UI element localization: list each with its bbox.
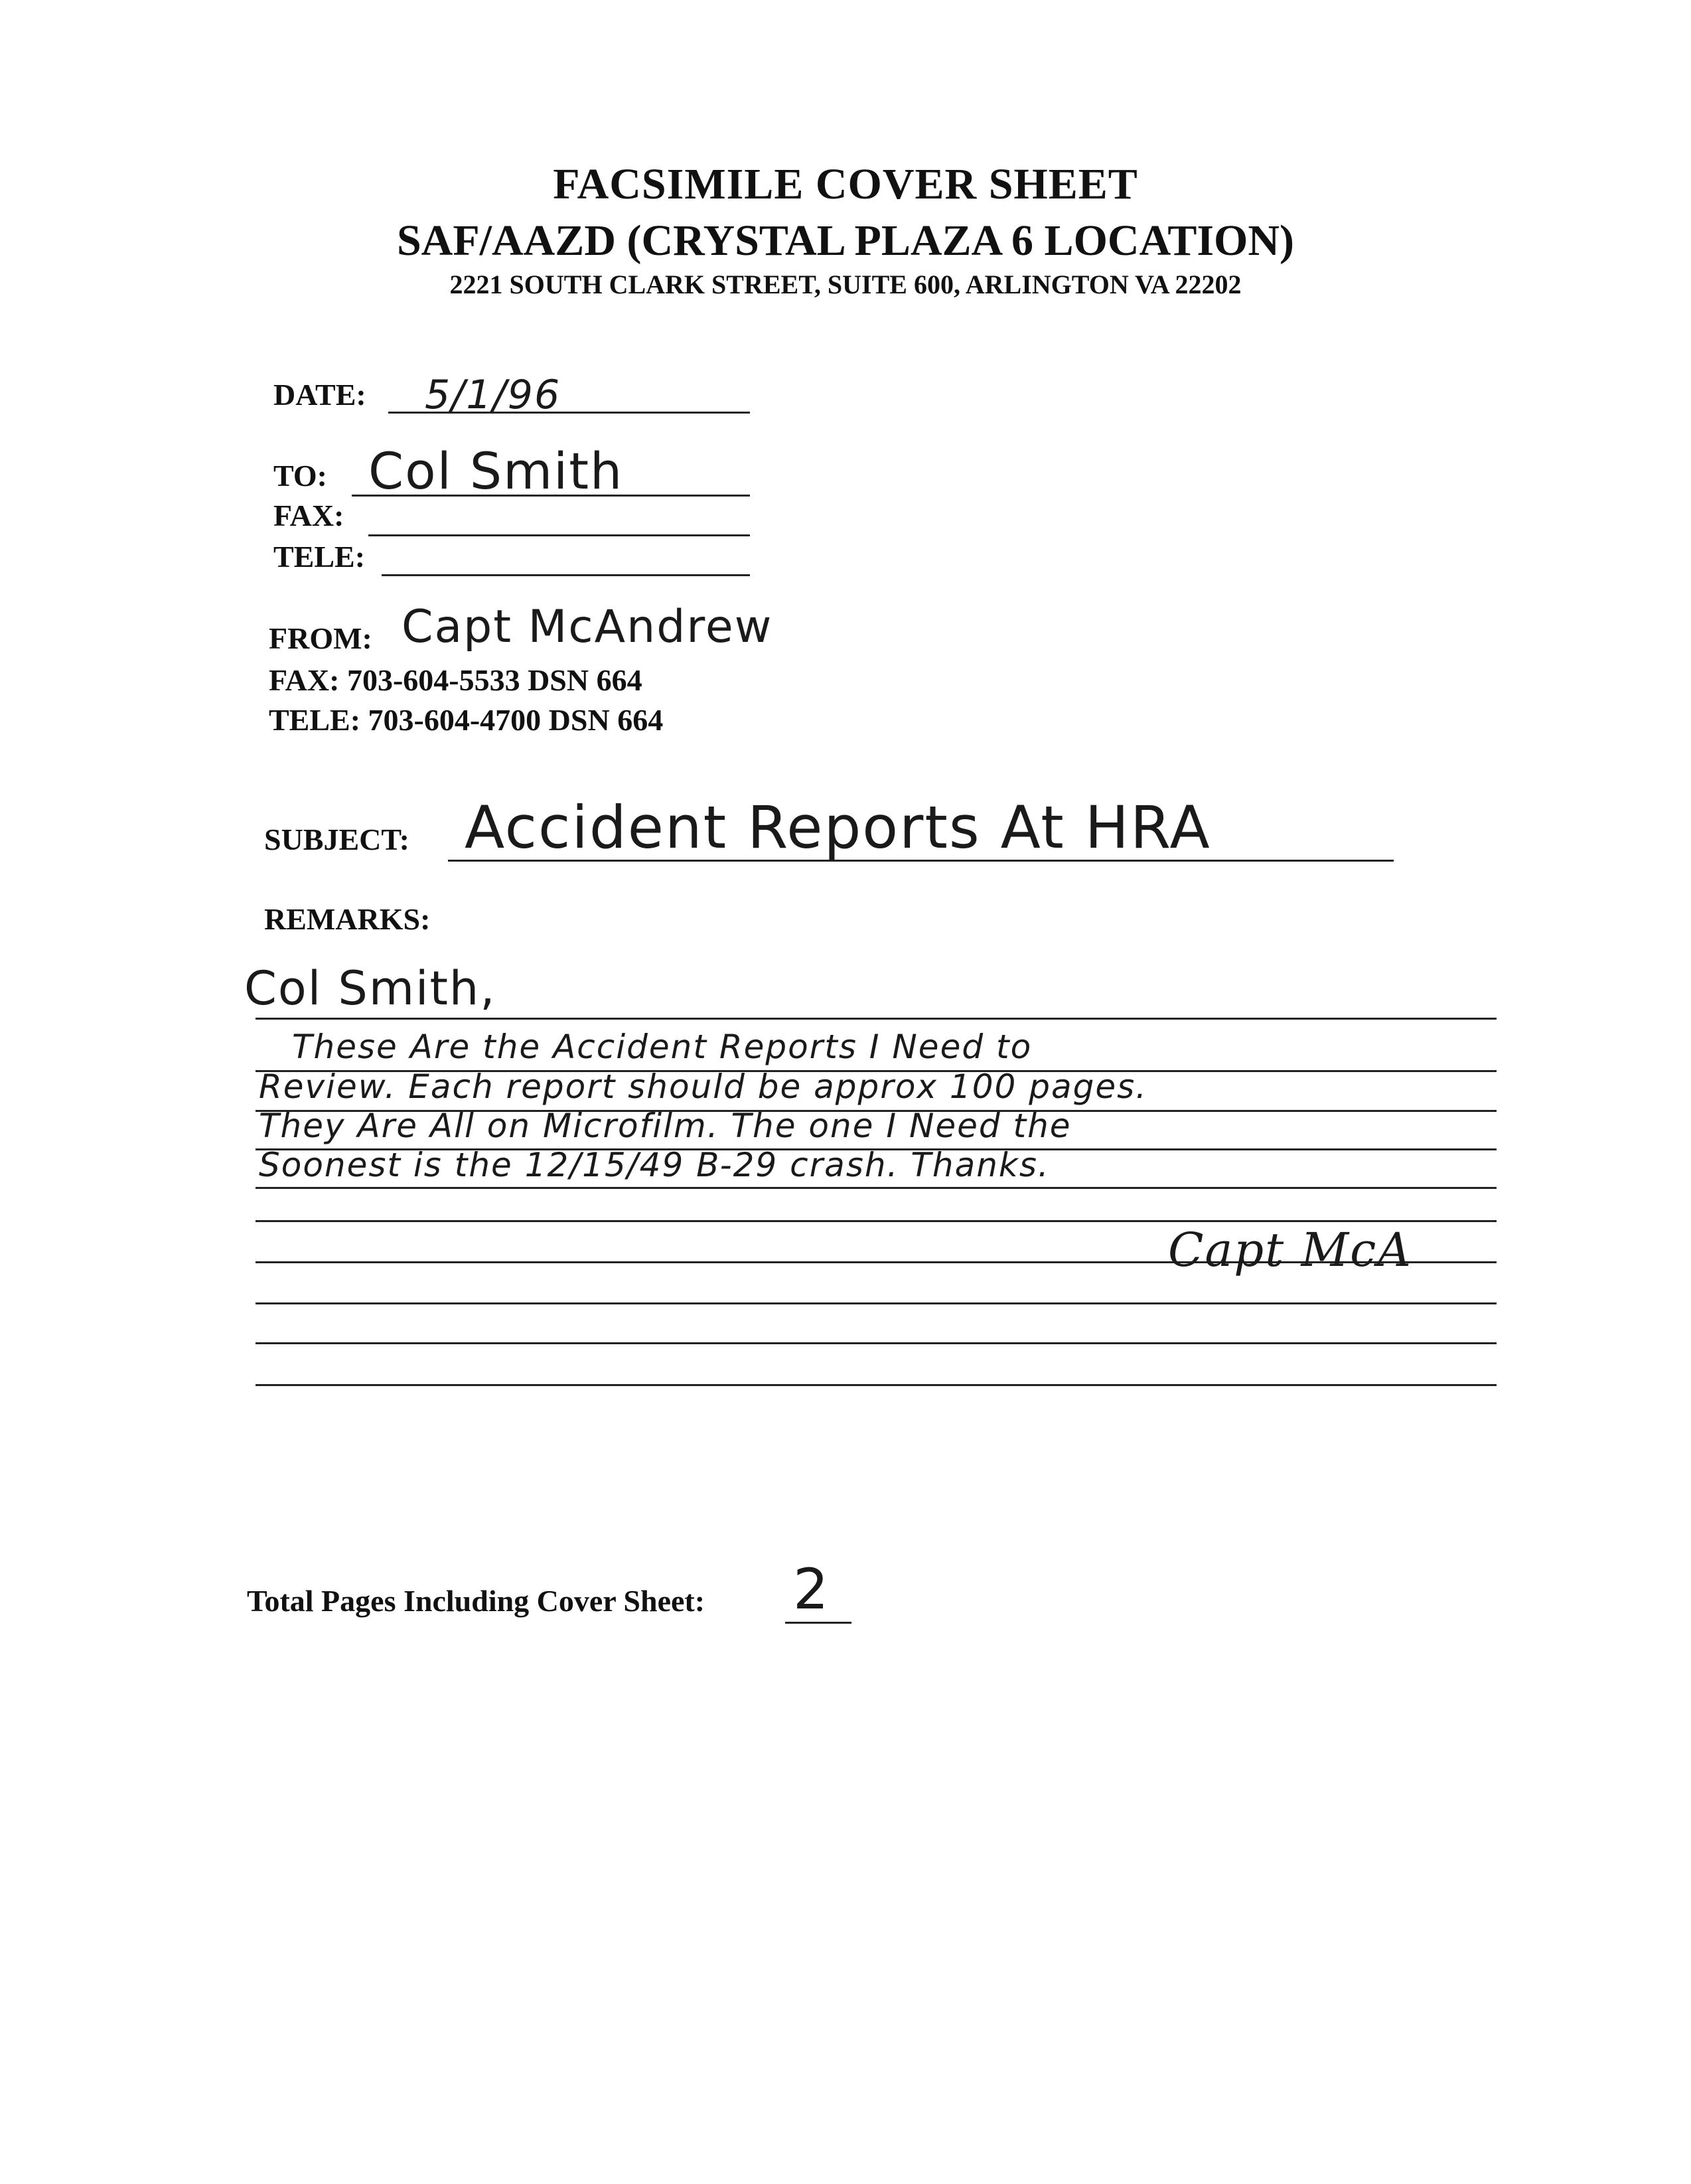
remarks-line-5 (256, 1187, 1497, 1189)
total-pages-label: Total Pages Including Cover Sheet: (247, 1584, 705, 1618)
total-pages-value: 2 (793, 1557, 830, 1622)
to-label: TO: (273, 459, 327, 493)
remarks-greeting: Col Smith, (244, 961, 496, 1016)
remarks-line-1 (256, 1018, 1497, 1020)
date-value: 5/1/96 (425, 372, 561, 418)
remarks-text-line-2: Review. Each report should be approx 100 pages. (259, 1067, 1148, 1106)
to-fax-label: FAX: (273, 499, 344, 532)
from-value: Capt McAndrew (402, 601, 773, 653)
remarks-line-6 (256, 1220, 1497, 1222)
from-fax: FAX: 703-604-5533 DSN 664 (269, 663, 642, 697)
office-address: 2221 SOUTH CLARK STREET, SUITE 600, ARLINGTON VA 22202 (449, 270, 1242, 299)
remarks-label: REMARKS: (264, 902, 431, 936)
remarks-line-8 (256, 1302, 1497, 1304)
subject-label: SUBJECT: (264, 822, 409, 856)
to-value: Col Smith (368, 441, 624, 501)
subject-value: Accident Reports At HRA (465, 793, 1211, 862)
remarks-line-10 (256, 1384, 1497, 1386)
date-label: DATE: (273, 378, 366, 412)
from-tele: TELE: 703-604-4700 DSN 664 (269, 703, 664, 737)
to-fax-line (368, 534, 750, 536)
remarks-text-line-1: These Are the Accident Reports I Need to (292, 1028, 1033, 1066)
remarks-text-line-4: Soonest is the 12/15/49 B-29 crash. Thanks. (259, 1146, 1050, 1184)
remarks-text-line-3: They Are All on Microfilm. The one I Need the (259, 1107, 1072, 1145)
to-tele-label: TELE: (273, 540, 366, 574)
total-pages-line (785, 1622, 851, 1624)
remarks-line-9 (256, 1342, 1497, 1344)
from-label: FROM: (269, 621, 372, 655)
document-title: FACSIMILE COVER SHEET (553, 160, 1138, 208)
signature: Capt McA (1168, 1223, 1412, 1277)
to-tele-line (382, 574, 750, 576)
office-name: SAF/AAZD (CRYSTAL PLAZA 6 LOCATION) (396, 216, 1295, 265)
